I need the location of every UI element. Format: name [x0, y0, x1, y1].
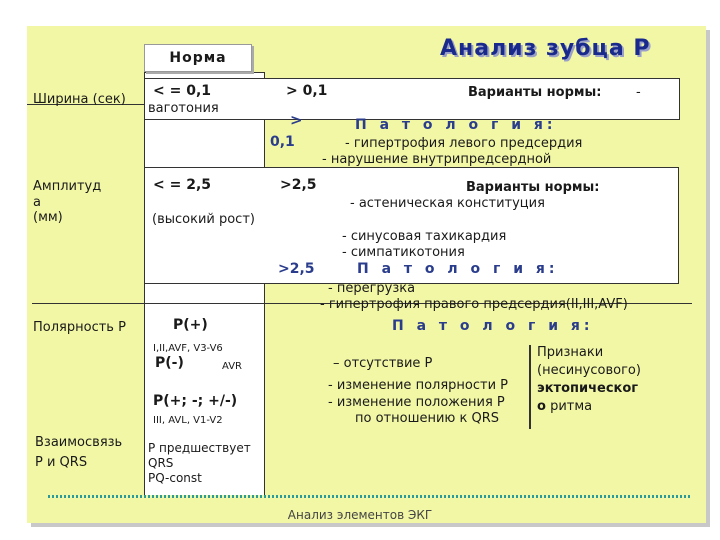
- slide-title: Анализ зубца Р: [440, 36, 651, 61]
- polarity-p-pos: P(+): [173, 317, 208, 333]
- amplitude-variants-label: Варианты нормы:: [466, 180, 600, 195]
- polarity-signs-4: [537, 399, 592, 414]
- polarity-p-mixed: P(+; -; +/-): [153, 393, 238, 409]
- norm-column: [144, 72, 265, 496]
- polarity-path-4: по отношению к QRS: [355, 411, 499, 426]
- width-variant-1: ваготония: [148, 101, 219, 116]
- polarity-signs-3: эктопическог: [537, 381, 639, 396]
- width-path-2: - нарушение внутрипредсердной: [322, 152, 552, 167]
- amplitude-over: >2,5: [280, 177, 317, 193]
- polarity-signs-2: (несинусового): [537, 363, 641, 378]
- polarity-label: Полярность Р: [33, 320, 126, 335]
- polarity-pathology-title: П а т о л о г и я:: [392, 318, 594, 334]
- width-pathology-title: П а т о л о г и я:: [355, 117, 557, 133]
- signs-bracket: [529, 345, 531, 429]
- polarity-p-mixed-leads: III, AVL, V1-V2: [153, 415, 223, 426]
- width-label: Ширина (сек): [33, 92, 126, 107]
- width-over: > 0,1: [286, 83, 328, 99]
- footer: Анализ элементов ЭКГ: [287, 508, 433, 522]
- relation-label-2: Р и QRS: [35, 455, 88, 470]
- width-norm: < = 0,1: [153, 83, 212, 99]
- bottom-rule: [48, 495, 690, 498]
- amplitude-path-1: - перегрузка: [328, 281, 416, 296]
- amplitude-label-3: (мм): [33, 210, 63, 225]
- amplitude-variant-3: - синусовая тахикардия: [342, 229, 507, 244]
- amplitude-norm: < = 2,5: [153, 177, 212, 193]
- polarity-p-pos-leads: I,II,AVF, V3-V6: [153, 343, 223, 354]
- relation-text-3: PQ-const: [148, 471, 202, 485]
- polarity-path-1: – отсутствие Р: [333, 356, 433, 371]
- polarity-signs-4b: ритма: [545, 399, 593, 414]
- width-variants-label: Варианты нормы:: [468, 85, 602, 100]
- polarity-signs-4a: о: [537, 399, 546, 414]
- amplitude-path-2: - гипертрофия правого предсердия(II,III,AVF): [320, 297, 628, 312]
- width-variants-dash: -: [636, 85, 641, 100]
- relation-label-1: Взаимосвязь: [35, 435, 123, 450]
- relation-text-2: QRS: [148, 456, 174, 470]
- norma-tab: Норма: [144, 44, 252, 72]
- amplitude-variant-2: (высокий рост): [152, 212, 255, 227]
- amplitude-variant-4: - симпатикотония: [342, 245, 465, 260]
- polarity-p-neg-leads: AVR: [222, 361, 242, 372]
- polarity-signs-1: Признаки: [537, 345, 604, 360]
- amplitude-variant-1: - астеническая конституция: [350, 196, 545, 211]
- width-pathology-value: 0,1: [270, 134, 295, 150]
- relation-text-1: P предшествует: [148, 441, 251, 455]
- width-pathology-arrow: >: [290, 111, 303, 129]
- width-path-1: - гипертрофия левого предсердия: [345, 136, 583, 151]
- amplitude-pathology-value: >2,5: [278, 261, 315, 277]
- polarity-p-neg: P(-): [155, 355, 184, 371]
- polarity-path-2: - изменение полярности Р: [328, 378, 508, 393]
- amplitude-label-2: а: [33, 195, 41, 210]
- amplitude-pathology-title: П а т о л о г и я:: [357, 261, 559, 277]
- polarity-path-3: - изменение положения Р: [328, 395, 505, 410]
- amplitude-label-1: Амплитуд: [33, 179, 102, 194]
